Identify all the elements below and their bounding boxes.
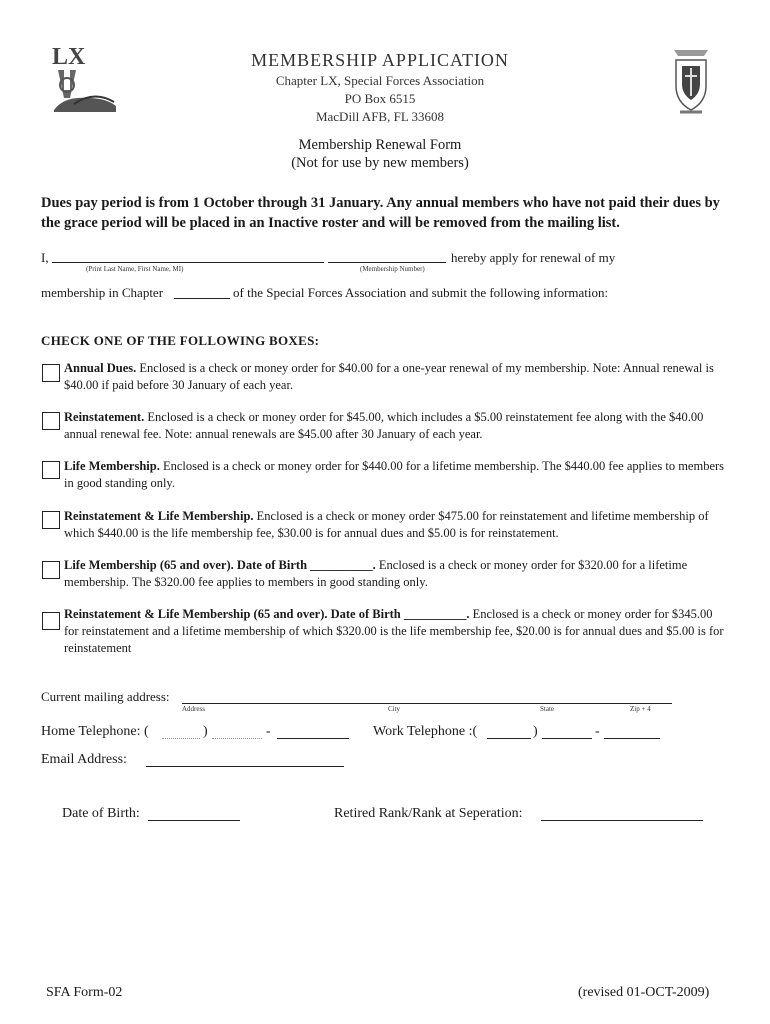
option-life-membership <box>64 458 724 492</box>
option-life-65 <box>64 557 724 591</box>
option-text: Enclosed is a check or money order $475.00 for reinstatement and lifetime membership of which $440.00 is the life membership fee, $30.00 is for annual dues and $5.00 is for reinstatement. <box>64 509 709 540</box>
home-prefix-field[interactable] <box>212 738 262 739</box>
option-text: Enclosed is a check or money order for $45.00, which includes a $5.00 reinstatement fee along with the $40.00 annual renewal fee. Note: annual renewals are $45.00 after 30 January of each year. <box>64 410 704 441</box>
sfa-crest <box>668 46 714 118</box>
dues-notice: Dues pay period is from 1 October through 31 January. Any annual members who have not paid their dues by the grace period will be placed in an Inactive roster and will be removed from the mailing list. <box>41 195 720 231</box>
city-address: MacDill AFB, FL 33608 <box>315 109 445 124</box>
option-title: Reinstatement & Life Membership. <box>64 509 254 523</box>
po-box: PO Box 6515 <box>344 91 416 106</box>
work-phone-dash: - <box>595 724 600 739</box>
address-label: Current mailing address: <box>41 689 170 704</box>
address-caption: Address <box>182 705 205 713</box>
city-caption: City <box>388 705 401 713</box>
email-field[interactable] <box>146 766 344 767</box>
home-phone-paren: ) <box>203 724 208 739</box>
chapter-line-prefix: membership in Chapter <box>41 285 164 300</box>
checkbox-annual-dues[interactable] <box>42 364 60 382</box>
name-field[interactable] <box>52 262 324 263</box>
option-title: Annual Dues. <box>64 361 137 375</box>
option-text: Enclosed is a check or money order for $440.00 for a lifetime membership. The $440.00 fee applies to members in good standing only. <box>64 459 725 490</box>
option-text: Enclosed is a check or money order for $320.00 for a lifetime membership. The $320.00 fee applies to members in good standing only. <box>64 558 688 589</box>
checkbox-life-membership[interactable] <box>42 461 60 479</box>
checkbox-reinstatement-life[interactable] <box>42 511 60 529</box>
number-caption: (Membership Number) <box>360 265 425 273</box>
option-text: Enclosed is a check or money order for $345.00 for reinstatement and a lifetime membership of which $320.00 is the life membership fee, $20.00 is for annual dues and $5.00 is for reinstatement <box>64 607 724 655</box>
home-phone-label: Home Telephone: ( <box>41 724 149 739</box>
chapter-line-suffix: of the Special Forces Association and submit the following information: <box>233 285 609 300</box>
form-note: (Not for use by new members) <box>291 155 469 171</box>
home-area-code-field[interactable] <box>162 738 200 739</box>
option-title: Life Membership. <box>64 459 160 473</box>
home-line-field[interactable] <box>277 738 349 739</box>
chapter-field[interactable] <box>174 298 230 299</box>
option-title: Reinstatement. <box>64 410 145 424</box>
dob-label: Date of Birth: <box>62 806 140 821</box>
rank-label: Retired Rank/Rank at Seperation: <box>334 806 523 821</box>
form-title: Membership Renewal Form <box>298 137 462 153</box>
email-label: Email Address: <box>41 752 127 767</box>
checkbox-reinstatement[interactable] <box>42 412 60 430</box>
option-reinstatement <box>64 409 724 443</box>
checkbox-reinstatement-life-65[interactable] <box>42 612 60 630</box>
zip-caption: Zip + 4 <box>630 705 651 713</box>
membership-number-field[interactable] <box>328 262 446 263</box>
dob-field[interactable] <box>148 820 240 821</box>
option-title: Reinstatement & Life Membership (65 and over). Date of Birth __________. <box>64 607 470 621</box>
rank-field[interactable] <box>541 820 703 821</box>
chapter-logo-text: LX <box>52 44 86 70</box>
work-prefix-field[interactable] <box>542 738 592 739</box>
work-line-field[interactable] <box>604 738 660 739</box>
checkbox-life-65[interactable] <box>42 561 60 579</box>
page-title: MEMBERSHIP APPLICATION <box>251 50 509 70</box>
apply-suffix: hereby apply for renewal of my <box>451 250 616 265</box>
option-annual-dues <box>64 360 724 394</box>
check-heading: CHECK ONE OF THE FOLLOWING BOXES: <box>41 333 320 348</box>
form-id: SFA Form-02 <box>46 985 123 1000</box>
apply-prefix: I, <box>41 250 49 265</box>
home-phone-dash: - <box>266 724 271 739</box>
address-field[interactable] <box>182 703 672 704</box>
name-caption: (Print Last Name, First Name, MI) <box>86 265 184 273</box>
option-title: Life Membership (65 and over). Date of Birth __________. <box>64 558 376 572</box>
state-caption: State <box>540 705 554 713</box>
work-phone-paren: ) <box>533 724 538 739</box>
work-area-code-field[interactable] <box>487 738 531 739</box>
chapter-logo <box>44 40 134 120</box>
option-text: Enclosed is a check or money order for $40.00 for a one-year renewal of my membership. Note: Annual renewal is $40.00 if paid before 30 January of each year. <box>64 361 714 392</box>
option-reinstatement-life-65 <box>64 606 724 657</box>
chapter-name: Chapter LX, Special Forces Association <box>275 73 485 88</box>
work-phone-label: Work Telephone :( <box>373 724 478 739</box>
revision-date: (revised 01-OCT-2009) <box>578 985 710 1000</box>
option-reinstatement-life <box>64 508 724 542</box>
